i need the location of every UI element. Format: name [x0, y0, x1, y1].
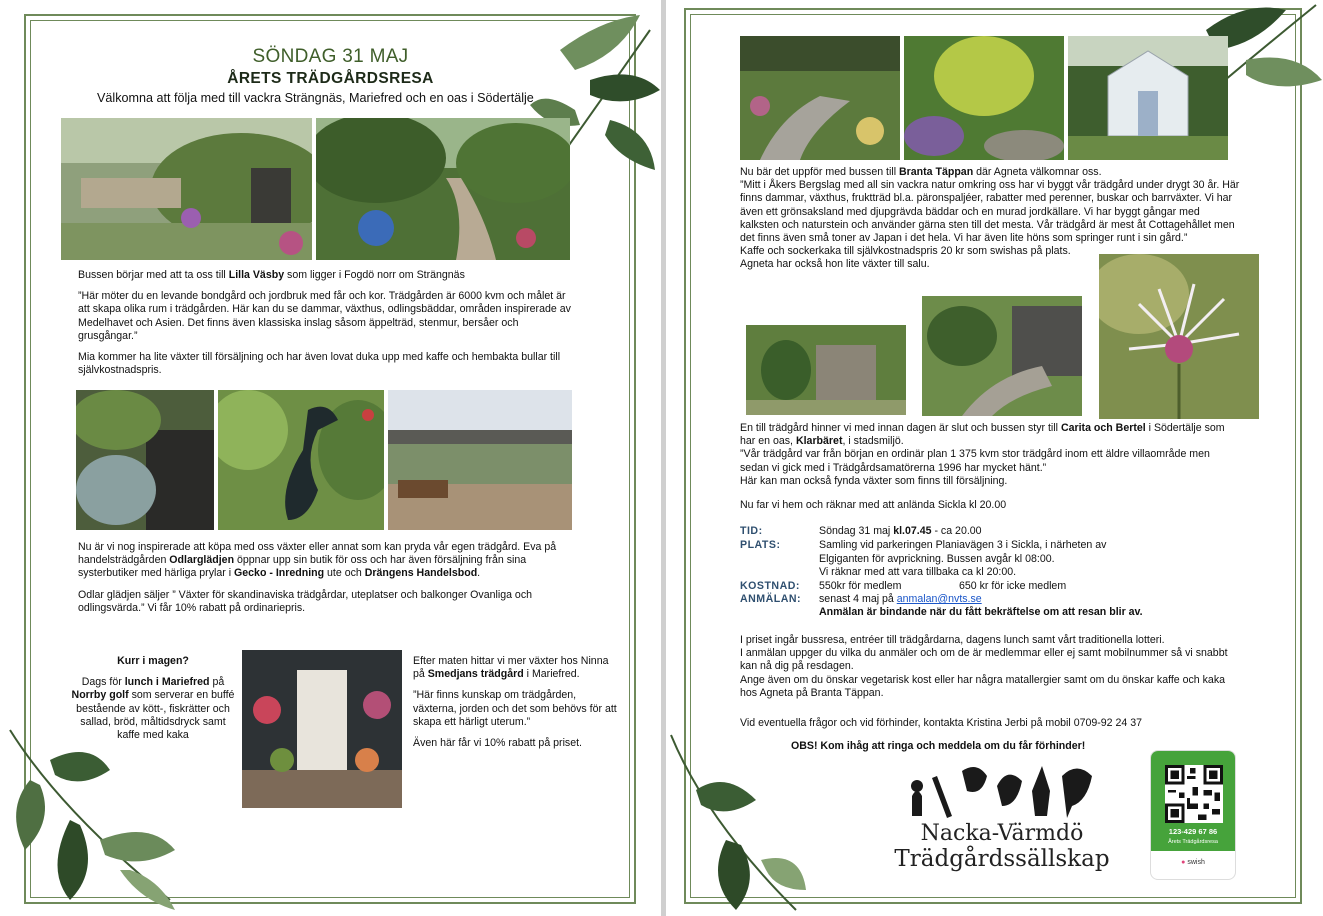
lilla-vasby-text: Bussen börjar med att ta oss till Lilla Väsby som ligger i Fogdö norr om Strängnäs ”Här möter du en levande bondgård och jordbruk med får och kor. Trädgården är 6000 kvm och målet är att skapa olika rum i trädgården. Här kan du se dammar, växthus, odlingsbäddar, områden inspirerade av Medelhavet och Asien. Det finns även klassiska inslag såsom äppelträd, stenmur, bersåer och grusgångar.” Mia kommer ha lite växter till försäljning och har även lovat duka upp med kaffe och hembakta bullar till självkostnadspris.	[78, 269, 571, 377]
home-text: Nu far vi hem och räknar med att anlända Sickla kl 20.00	[740, 499, 1007, 511]
photo-smedjans-shop	[242, 650, 402, 808]
leaf-decoration-right-bottom	[666, 730, 806, 916]
lunch-text: Kurr i magen? Dags för lunch i Mariefred på Norrby golf som serverar en buffé bestående av kött-, fiskrätter och sallad, bröd, måltidsdryck samt kaffe med kaka	[71, 655, 235, 742]
swish-caption: Årets Trädgårdsresa	[1168, 839, 1218, 845]
photo-lilla-vasby-garden-path	[316, 118, 570, 260]
plats-line-1: Samling vid parkeringen Planiavägen 3 i Sickla, i närheten av	[819, 539, 1107, 551]
odlarglädjen-text: Nu är vi nog inspirerade att köpa med oss växter eller annat som kan pryda vår egen trädgård. Eva på handelsträdgården Odlarglädjen öppnar upp sin butik för oss och har även försäljning från sina systerbutiker med härliga prylar i Gecko - Inredning ute och Drängens Handelsbod. Odlar glädjen säljer ” Växter för skandinaviska trädgårdar, uteplatser och balkonger Ovanliga och odlingsvärda.” Vi får 10% rabatt på ordinariepris.	[78, 541, 557, 614]
plats-line-2: Elgiganten för avprickning. Bussen avgår kl 08:00.	[819, 553, 1055, 565]
swish-brand: ● swish	[1181, 859, 1205, 866]
society-name-line-2: Trädgårdssällskap	[894, 846, 1110, 872]
anmalan-email-link[interactable]: anmalan@nvts.se	[896, 593, 982, 605]
photo-branta-tappan-path	[740, 36, 900, 160]
anmalan-label: ANMÄLAN:	[740, 593, 802, 605]
kostnad-nonmember: 650 kr för icke medlem	[959, 580, 1067, 592]
obs-text: OBS! Kom ihåg att ringa och meddela om du får förhinder!	[791, 740, 1086, 752]
swish-qr-card[interactable]	[1150, 750, 1236, 880]
swish-number: 123-429 67 86	[1168, 827, 1218, 836]
swish-qr-code-icon	[1165, 765, 1223, 823]
society-logo-icon	[902, 756, 1102, 826]
photo-plant-trays	[76, 390, 214, 530]
society-name-line-1: Nacka-Värmdö	[920, 821, 1084, 846]
plats-label: PLATS:	[740, 539, 781, 551]
plats-line-3: Vi räknar med att vara tillbaka ca kl 20:00.	[819, 566, 1017, 578]
kostnad-label: KOSTNAD:	[740, 580, 800, 592]
photo-heron-sculpture	[218, 390, 384, 530]
smedjan-text: Efter maten hittar vi mer växter hos Ninna på Smedjans trädgård i Mariefred. ”Här finns kunskap om trädgården, växterna, jorden och det som behövs för att skapa ett härligt uterum.” Även här får vi 10% rabatt på priset.	[413, 655, 617, 750]
intro-line: Välkomna att följa med till vackra Strängnäs, Mariefred och en oas i Södertälje	[97, 91, 534, 105]
tid-label: TID:	[740, 525, 763, 537]
photo-lilla-vasby-root-cellar	[61, 118, 312, 260]
photo-klarbaret-topiary	[746, 325, 906, 415]
page-subtitle: ÅRETS TRÄDGÅRDSRESA	[227, 70, 434, 87]
photo-klarbaret-rock-garden	[922, 296, 1082, 416]
tid-value: Söndag 31 maj kl.07.45 - ca 20.00	[819, 525, 982, 537]
kostnad-member: 550kr för medlem	[819, 580, 902, 592]
anmalan-binding: Anmälan är bindande när du fått bekräftelse om att resan blir av.	[819, 606, 1143, 618]
kontakt-text: Vid eventuella frågor och vid förhinder, kontakta Kristina Jerbi på mobil 0709-92 24 37	[740, 717, 1143, 729]
left-page	[0, 0, 661, 916]
photo-branta-tappan-greenhouse	[1068, 36, 1228, 160]
photo-flower-closeup	[1099, 254, 1259, 419]
pris-text: I priset ingår bussresa, entréer till trädgårdarna, dagens lunch samt vårt traditionella lotteri. I anmälan uppger du vilka du anmäler och om de är medlemmar eller ej samt mobilnummer så vi snabbt kan nå dig på resdagen. Ange även om du önskar vegetarisk kost eller har några matallergier samt om du önskar kaffe och kaka hos Agneta på Branta Täppan.	[740, 634, 1228, 699]
branta-tappan-text: Nu bär det uppför med bussen till Branta Täppan där Agneta välkomnar oss. ”Mitt i Åkers Bergslag med all sin vackra natur omkring oss har vi byggt vår trädgård under drygt 30 år. Här finns dammar, växthus, fruktträd bl.a. päronspaljéer, rabatter med perenner, buskar och barrväxter. Vi har även ett grönsaksland med djupgrävda bäddar och en murad jordkällare. Vi har byggt gångar med kalksten och naturstein och använder gärna sten till det mesta. Vår trädgård är mest åt Cottagehållet men det finns även små toner av Japan i det hela. Vi har även lite höns som springer runt i sin gård.” Kaffe och sockerkaka till självkostnadspris 20 kr som swishas på plats. Agneta har också hon lite växter till salu.	[740, 166, 1240, 271]
swish-logo-icon: ●	[1181, 859, 1186, 866]
photo-nursery-greenhouse	[388, 390, 572, 530]
photo-branta-tappan-pond	[904, 36, 1064, 160]
page-title: SÖNDAG 31 MAJ	[252, 46, 409, 67]
anmalan-value: senast 4 maj på anmalan@nvts.se	[819, 593, 982, 605]
klarbaret-text: En till trädgård hinner vi med innan dagen är slut och bussen styr till Carita och Bertel i Södertälje som har en oas, Klarbäret, i stadsmiljö. ”Vår trädgård var från början en ordinär plan 1 375 kvm stor trädgård inom ett äldre villaområde men sedan vi gick med i Trädgårdsamatörerna 1996 har mycket hänt.” Här kan man också fynda växter som finns till försäljning.	[740, 422, 1225, 487]
